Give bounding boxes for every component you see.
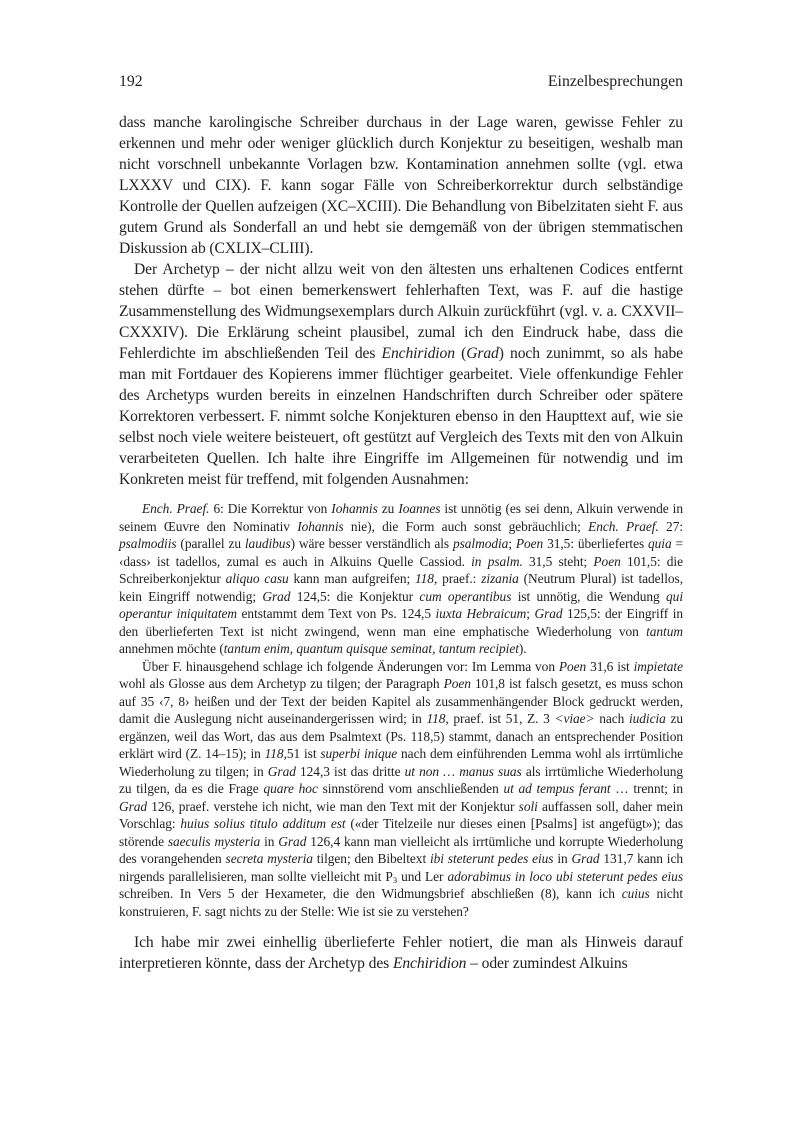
excursus-paragraph-1: Ench. Praef. 6: Die Korrektur von Iohannis zu Ioannes ist unnötig (es sei denn, Alkuin verwende in seinem Œuvre den Nominativ Iohannis nie), die Form auch sonst gebräuchlich; Ench. Praef. 27: psalmodiis (parallel zu laudibus) wäre besser verständlich als psalmodia; Poen 31,5: überliefertes quia = ‹dass› ist tadellos, zumal es auch in Alkuins Quelle Cassiod. in psalm. 31,5 steht; Poen 101,5: die Schreiberkonjektur aliquo casu kann man aufgreifen; 118, praef.: zizania (Neutrum Plural) ist tadellos, kein Eingriff notwendig; Grad 124,5: die Konjektur cum operantibus ist unnötig, die Wendung qui operantur iniquitatem entstammt dem Text von Ps. 124,5 iuxta Hebraicum; Grad 125,5: der Eingriff in den überlieferten Text ist nicht zwingend, wenn man eine emphatische Wiederholung von tantum annehmen möchte (tantum enim, quantum quisque seminat, tantum recipiet). bbox=[119, 501, 684, 656]
text-column bbox=[119, 71, 683, 974]
running-head: Einzelbesprechungen bbox=[547, 73, 683, 90]
page-body bbox=[119, 112, 683, 974]
page-header bbox=[119, 71, 683, 92]
paragraph-main-1: dass manche karolingische Schreiber durchaus in der Lage waren, gewisse Fehler zu erkennen und mehr oder weniger glücklich durch Konjektur zu beseitigen, weshalb man nicht vorschnell unbekannte Vorlagen bzw. Kontamination annehmen sollte (vgl. etwa LXXXV und CIX). F. kann sogar Fälle von Schreiberkorrektur durch selbständige Kontrolle der Quellen aufzeigen (XC–XCIII). Die Behandlung von Bibelzitaten sieht F. aus gutem Grund als Sonderfall an und hebt sie demgemäß von der übrigen stemmatischen Diskussion ab (CXLIX–CLIII). bbox=[119, 114, 683, 257]
paragraph-main-3: Ich habe mir zwei einhellig überlieferte Fehler notiert, die man als Hinweis darauf interpretieren könnte, dass der Archetyp des Enchiridion – oder zumindest Alkuins bbox=[119, 934, 683, 972]
excursus-block bbox=[119, 500, 683, 920]
page-number: 192 bbox=[119, 73, 143, 90]
excursus-paragraph-2: Über F. hinausgehend schlage ich folgende Änderungen vor: Im Lemma von Poen 31,6 ist impietate wohl als Glosse aus dem Archetyp zu tilgen; der Paragraph Poen 101,8 ist falsch gesetzt, es muss schon auf 35 ‹7, 8› heißen und der Text der beiden Kapitel als zusammenhängender Block gedruckt werden, damit die Auslegung nicht auseinandergerissen wird; in 118, praef. ist 51, Z. 3 <viae> nach iudicia zu ergänzen, weil das Wort, das aus dem Psalmtext (Ps. 118,5) stammt, danach an entsprechender Position erklärt wird (Z. 14–15); in 118,51 ist superbi inique nach dem einführenden Lemma wohl als irrtümliche Wiederholung zu tilgen; in Grad 124,3 ist das dritte ut non … manus suas als irrtümliche Wiederholung zu tilgen, da es die Frage quare hoc sinnstörend vom anschließenden ut ad tempus ferant … trennt; in Grad 126, praef. verstehe ich nicht, wie man den Text mit der Konjektur soli auffassen soll, daher mein Vorschlag: huius solius titulo additum est («der Titelzeile nur dieses einen [Psalms] ist angefügt»); das störende saeculis mysteria in Grad 126,4 kann man vielleicht als irrtümliche und korrupte Wiederholung des vorangehenden secreta mysteria tilgen; den Bibeltext ibi steterunt pedes eius in Grad 131,7 kann ich nirgends parallelisieren, man sollte vielleicht mit P3 und Ler adorabimus in loco ubi steterunt pedes eius schreiben. In Vers 5 der Hexameter, die den Widmungsbrief abschließen (8), kann ich cuius nicht konstruieren, F. sagt nichts zu der Stelle: Wie ist sie zu verstehen? bbox=[119, 658, 684, 919]
paragraph-main-2: Der Archetyp – der nicht allzu weit von den ältesten uns erhaltenen Codices entfernt stehen dürfte – bot einen bemerkenswert fehlerhaften Text, was F. auf die hastige Zusammenstellung des Widmungsexemplars durch Alkuin zurückführt (vgl. v. a. CXXVII–CXXXIV). Die Erklärung scheint plausibel, zumal ich den Eindruck habe, dass die Fehlerdichte im abschließenden Teil des Enchiridion (Grad) noch zunimmt, so als habe man mit Fortdauer des Kopierens immer flüchtiger gearbeitet. Viele offenkundige Fehler des Archetyps wurden bereits in einzelnen Handschriften durch Schreiber oder spätere Korrektoren verbessert. F. nimmt solche Konjekturen ebenso in den Haupttext auf, wie sie selbst noch viele weitere beisteuert, oft gestützt auf Vergleich des Texts mit den von Alkuin verarbeiteten Quellen. Ich halte ihre Eingriffe im Allgemeinen für notwendig und im Konkreten meist für treffend, mit folgenden Ausnahmen: bbox=[119, 261, 683, 488]
